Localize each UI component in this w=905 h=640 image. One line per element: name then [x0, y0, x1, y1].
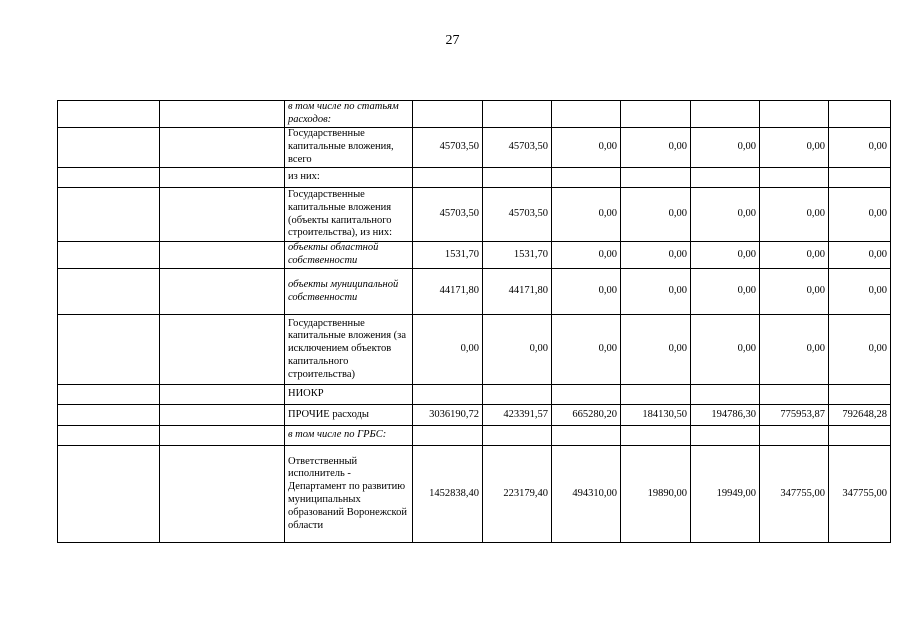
table-row: [58, 269, 891, 315]
row-label-in-tom-chisle-statyam: в том числе по статьям расходов:: [285, 101, 413, 128]
empty-cell: [58, 315, 160, 385]
value-cell: 775953,87: [760, 405, 829, 426]
value-cell: [760, 168, 829, 188]
empty-cell: [58, 242, 160, 269]
empty-cell: [58, 426, 160, 446]
value-cell: 19890,00: [621, 446, 691, 543]
value-cell: 0,00: [552, 188, 621, 242]
value-cell: [621, 168, 691, 188]
row-label-otvetstvenny-ispolnitel: Ответственный исполнитель - Департамент по развитию муниципальных образований Воронежской области: [285, 446, 413, 543]
empty-cell: [58, 405, 160, 426]
empty-cell: [160, 242, 285, 269]
value-cell: [691, 101, 760, 128]
value-cell: 1531,70: [413, 242, 483, 269]
row-label-gos-kap-vlozheniya-obekty: Государственные капитальные вложения (объекты капитального строительства), из них:: [285, 188, 413, 242]
value-cell: [552, 385, 621, 405]
value-cell: 0,00: [483, 315, 552, 385]
empty-cell: [160, 188, 285, 242]
row-label-gos-kap-vlozheniya-vsego: Государственные капитальные вложения, всего: [285, 128, 413, 168]
empty-cell: [160, 168, 285, 188]
value-cell: [829, 168, 891, 188]
empty-cell: [58, 385, 160, 405]
value-cell: [413, 168, 483, 188]
value-cell: [621, 426, 691, 446]
value-cell: [760, 101, 829, 128]
value-cell: 0,00: [552, 128, 621, 168]
table-row: [58, 101, 891, 128]
empty-cell: [160, 269, 285, 315]
empty-cell: [58, 269, 160, 315]
value-cell: 423391,57: [483, 405, 552, 426]
value-cell: 44171,80: [413, 269, 483, 315]
value-cell: 0,00: [760, 242, 829, 269]
value-cell: 0,00: [760, 128, 829, 168]
value-cell: 0,00: [552, 269, 621, 315]
value-cell: 0,00: [413, 315, 483, 385]
table-row: [58, 405, 891, 426]
table-row: [58, 188, 891, 242]
value-cell: [413, 385, 483, 405]
value-cell: 0,00: [691, 269, 760, 315]
value-cell: 45703,50: [413, 128, 483, 168]
value-cell: 0,00: [760, 269, 829, 315]
empty-cell: [58, 101, 160, 128]
value-cell: 347755,00: [829, 446, 891, 543]
value-cell: 1531,70: [483, 242, 552, 269]
row-label-in-tom-chisle-grbs: в том числе по ГРБС:: [285, 426, 413, 446]
value-cell: [552, 168, 621, 188]
row-label-niokr: НИОКР: [285, 385, 413, 405]
empty-cell: [160, 315, 285, 385]
value-cell: [483, 101, 552, 128]
value-cell: [552, 101, 621, 128]
value-cell: 0,00: [829, 269, 891, 315]
value-cell: 0,00: [621, 242, 691, 269]
value-cell: 0,00: [552, 242, 621, 269]
page-number: 27: [445, 33, 460, 48]
value-cell: 0,00: [829, 242, 891, 269]
row-label-obekty-oblastnoy: объекты областной собственности: [285, 242, 413, 269]
value-cell: [829, 101, 891, 128]
budget-table: [57, 100, 891, 543]
empty-cell: [160, 385, 285, 405]
value-cell: 184130,50: [621, 405, 691, 426]
value-cell: 19949,00: [691, 446, 760, 543]
empty-cell: [58, 128, 160, 168]
value-cell: [691, 426, 760, 446]
empty-cell: [160, 128, 285, 168]
value-cell: 44171,80: [483, 269, 552, 315]
value-cell: [760, 426, 829, 446]
value-cell: 45703,50: [413, 188, 483, 242]
value-cell: 0,00: [552, 315, 621, 385]
value-cell: 3036190,72: [413, 405, 483, 426]
table-row: [58, 446, 891, 543]
value-cell: [483, 168, 552, 188]
row-label-obekty-municipalnoy: объекты муниципальной собственности: [285, 269, 413, 315]
empty-cell: [58, 446, 160, 543]
table-row: [58, 426, 891, 446]
value-cell: [621, 101, 691, 128]
value-cell: 792648,28: [829, 405, 891, 426]
value-cell: 0,00: [829, 315, 891, 385]
value-cell: [413, 426, 483, 446]
value-cell: 0,00: [621, 188, 691, 242]
value-cell: [483, 426, 552, 446]
value-cell: 223179,40: [483, 446, 552, 543]
value-cell: 0,00: [691, 128, 760, 168]
value-cell: [829, 385, 891, 405]
value-cell: [552, 426, 621, 446]
value-cell: 1452838,40: [413, 446, 483, 543]
value-cell: 665280,20: [552, 405, 621, 426]
empty-cell: [160, 446, 285, 543]
value-cell: 0,00: [829, 128, 891, 168]
value-cell: [483, 385, 552, 405]
value-cell: [691, 168, 760, 188]
value-cell: 0,00: [691, 188, 760, 242]
row-label-iz-nih: из них:: [285, 168, 413, 188]
empty-cell: [58, 188, 160, 242]
value-cell: [413, 101, 483, 128]
table-row: [58, 242, 891, 269]
value-cell: [829, 426, 891, 446]
value-cell: 194786,30: [691, 405, 760, 426]
value-cell: 0,00: [621, 269, 691, 315]
value-cell: 0,00: [760, 315, 829, 385]
value-cell: [760, 385, 829, 405]
row-label-gos-kap-vlozheniya-za-isklyucheniem: Государственные капитальные вложения (за исключением объектов капитального строительства): [285, 315, 413, 385]
table-row: [58, 168, 891, 188]
row-label-prochie-rashody: ПРОЧИЕ расходы: [285, 405, 413, 426]
table-row: [58, 385, 891, 405]
empty-cell: [160, 426, 285, 446]
empty-cell: [160, 405, 285, 426]
value-cell: 0,00: [760, 188, 829, 242]
value-cell: 0,00: [691, 242, 760, 269]
empty-cell: [58, 168, 160, 188]
value-cell: 0,00: [621, 128, 691, 168]
value-cell: 347755,00: [760, 446, 829, 543]
empty-cell: [160, 101, 285, 128]
value-cell: 0,00: [829, 188, 891, 242]
table-row: [58, 128, 891, 168]
value-cell: 45703,50: [483, 188, 552, 242]
value-cell: [691, 385, 760, 405]
value-cell: [621, 385, 691, 405]
value-cell: 494310,00: [552, 446, 621, 543]
value-cell: 45703,50: [483, 128, 552, 168]
value-cell: 0,00: [691, 315, 760, 385]
value-cell: 0,00: [621, 315, 691, 385]
table-row: [58, 315, 891, 385]
